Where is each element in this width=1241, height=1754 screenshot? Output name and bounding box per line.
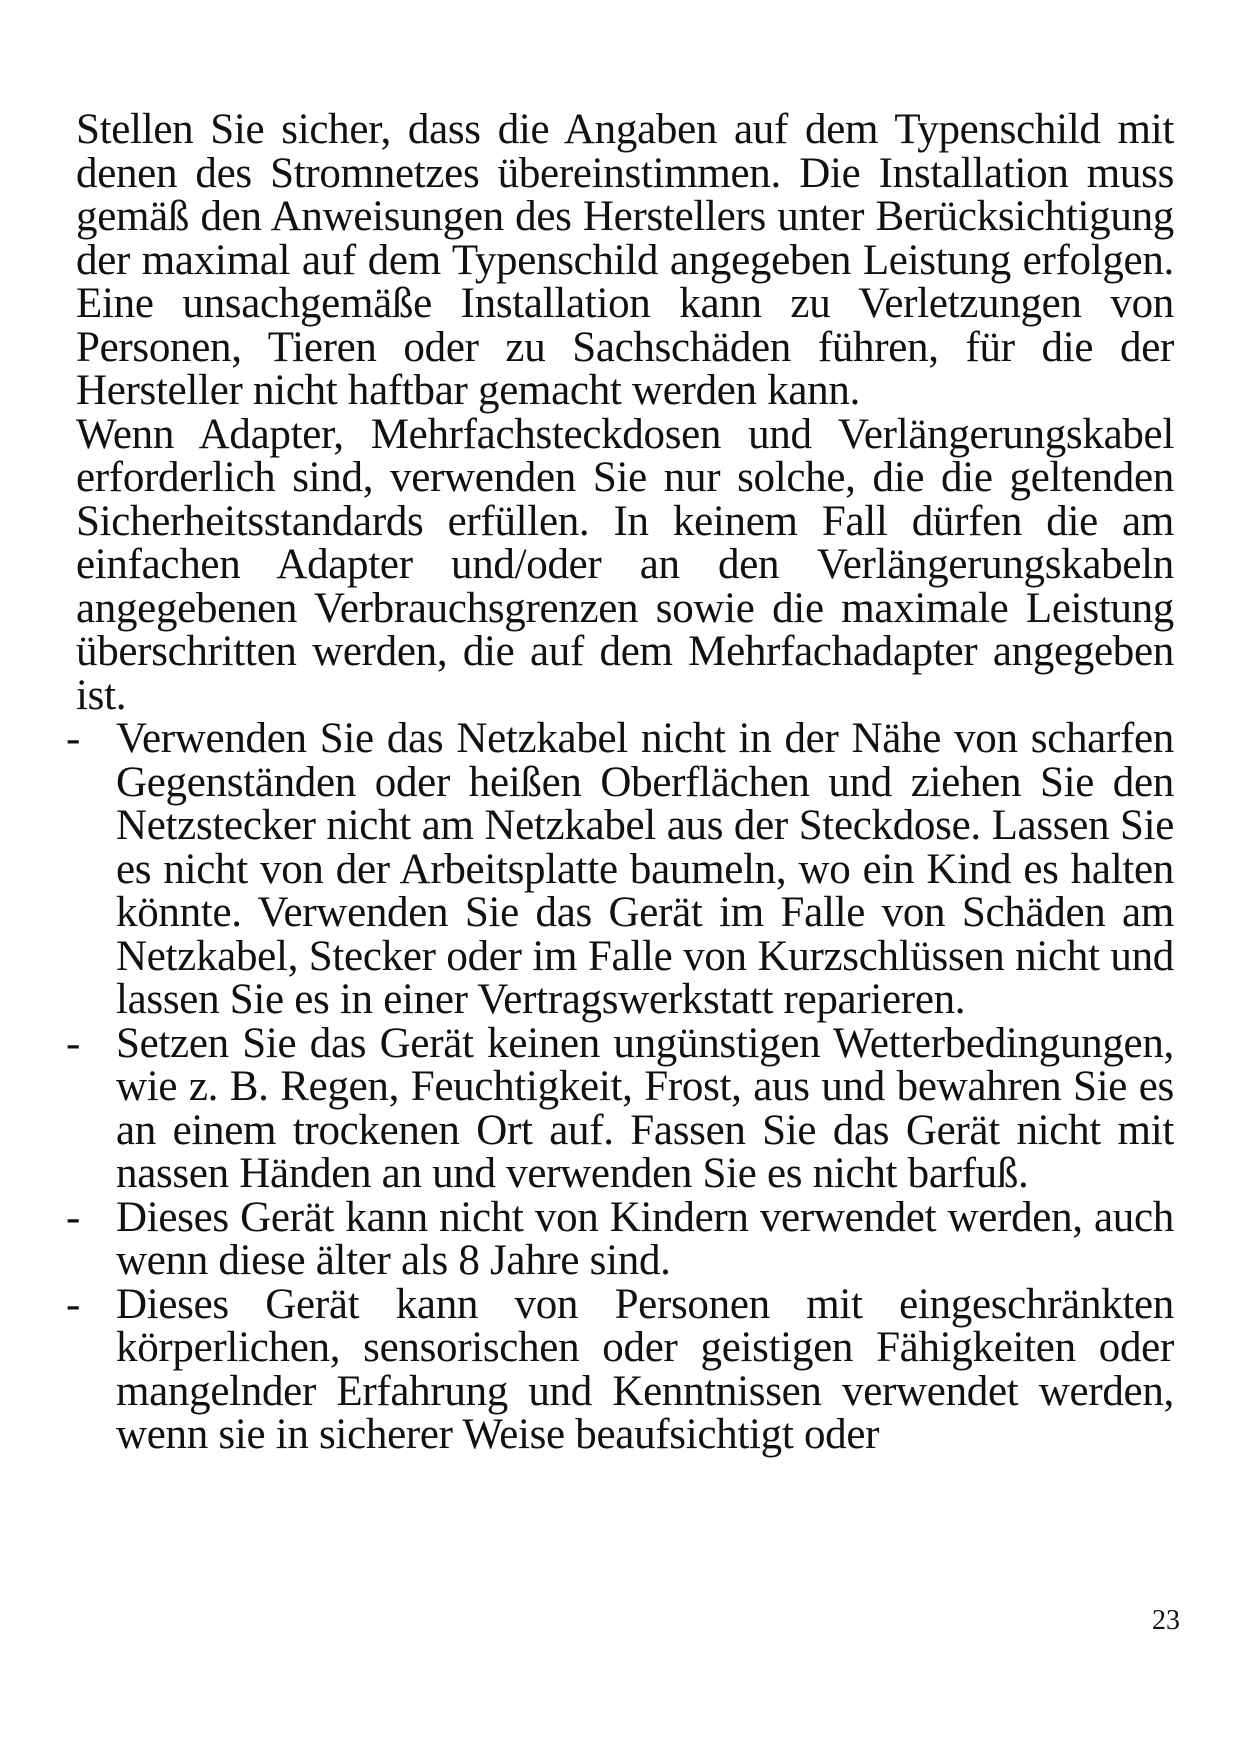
list-item [66, 1019, 1174, 1197]
bullet-dash: - [66, 715, 81, 762]
list-item-text: Setzen Sie das Gerät keinen ungünstigen Wetterbedingungen, wie z. B. Regen, Feuchtigkeit, Frost, aus und bewahren Sie es an einem trockenen Ort auf. Fassen Sie das Gerät nicht mit nassen Händen an und verwenden Sie es nicht barfuß. [116, 1019, 1174, 1197]
page-number: 23 [1152, 1605, 1180, 1636]
list-item [66, 1280, 1174, 1458]
paragraph-typenschild: Stellen Sie sicher, dass die Angaben auf dem Typenschild mit denen des Stromnetzes übereinstimmen. Die Installation muss gemäß den Anweisungen des Herstellers unter Berücksichtigung der maximal auf dem Typenschild angegeben Leistung erfolgen. Eine unsachgemäße Installation kann zu Verletzungen von Personen, Tieren oder zu Sachschäden führen, für die der Hersteller nicht haftbar gemacht werden kann. [76, 106, 1174, 414]
list-item [66, 715, 1174, 1023]
list-item-text: Verwenden Sie das Netzkabel nicht in der Nähe von scharfen Gegenständen oder heißen Oberflächen und ziehen Sie den Netzstecker nicht am Netzkabel aus der Steckdose. Lassen Sie es nicht von der Arbeitsplatte baumeln, wo ein Kind es halten könnte. Verwenden Sie das Gerät im Falle von Schäden am Netzkabel, Stecker oder im Falle von Kurzschlüssen nicht und lassen Sie es in einer Vertragswerkstatt reparieren. [116, 715, 1174, 1023]
bullet-dash: - [66, 1280, 81, 1328]
list-item [66, 1193, 1174, 1284]
list-item-text: Dieses Gerät kann von Personen mit eingeschränkten körperlichen, sensorischen oder geistigen Fähigkeiten oder mangelnder Erfahrung und Kenntnissen verwendet werden, wenn sie in sicherer Weise beaufsichtigt oder [116, 1280, 1174, 1458]
list-item-text: Dieses Gerät kann nicht von Kindern verwendet werden, auch wenn diese älter als 8 Jahre sind. [116, 1193, 1174, 1284]
paragraph-adapter: Wenn Adapter, Mehrfachsteckdosen und Verlängerungskabel erforderlich sind, verwenden Sie nur solche, die die geltenden Sicherheitsstandards erfüllen. In keinem Fall dürfen die am einfachen Adapter und/oder an den Verlängerungskabeln angegebenen Verbrauchsgrenzen sowie die maximale Leistung überschritten werden, die auf dem Mehrfachadapter angegeben ist. [76, 410, 1174, 719]
bullet-dash: - [66, 1193, 81, 1241]
body-text [66, 106, 1174, 1458]
bullet-dash: - [66, 1019, 81, 1067]
